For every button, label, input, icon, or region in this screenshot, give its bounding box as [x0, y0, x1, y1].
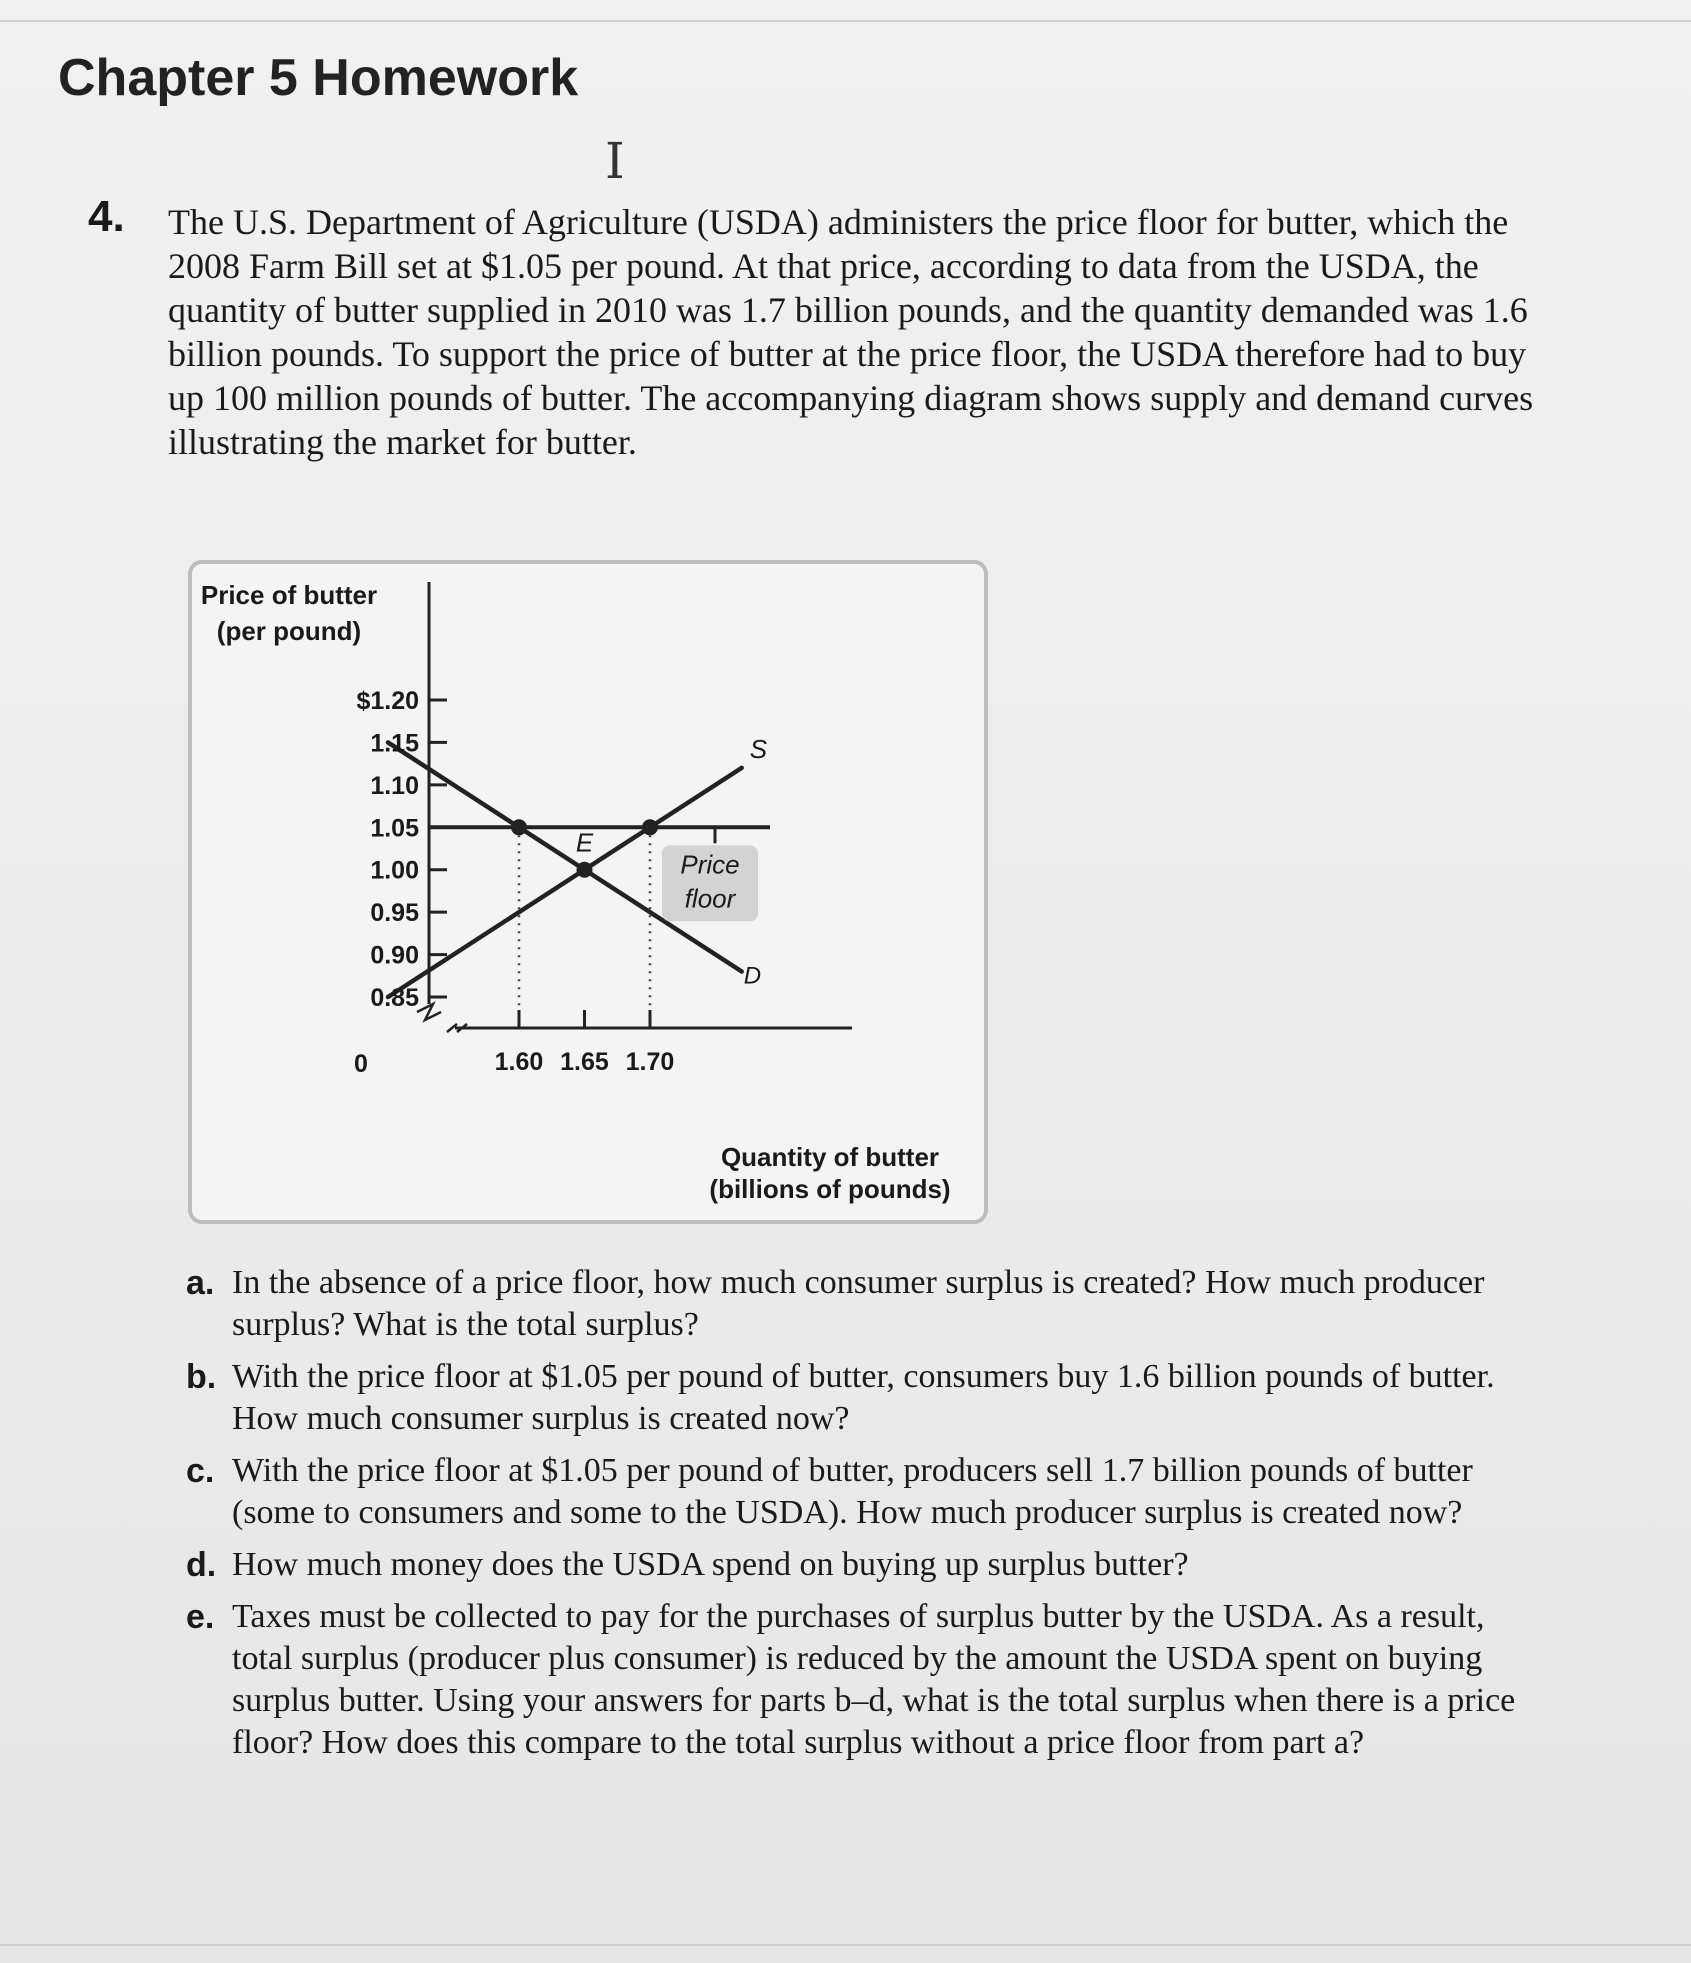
part-letter: d.	[186, 1546, 217, 1584]
y-tick-label: $1.20	[356, 687, 419, 715]
part-a	[186, 1262, 1526, 1346]
y-tick-label: 0.95	[370, 899, 419, 928]
equilibrium-label: E	[575, 827, 594, 858]
question-number: 4.	[88, 192, 125, 241]
x-axis-title-line1: Quantity of butter	[720, 1142, 940, 1172]
question-text: The U.S. Department of Agriculture (USDA) administers the price floor for butter, which the 2008 Farm Bill set at $1.05 per pound. At that price, according to data from the USDA, the quantity of butter supplied in 2010 was 1.7 billion pounds, and the quantity demanded was 1.6 billion pounds. To support the price of butter at the price floor, the USDA therefore had to buy up 100 million pounds of butter. The accompanying diagram shows supply and demand curves illustrating the market for butter.	[168, 202, 1534, 462]
price-floor-label-line2: floor	[684, 883, 736, 914]
y-tick-label: 0.90	[370, 941, 419, 970]
x-tick-label: 1.60	[494, 1048, 544, 1076]
intersection-point	[577, 862, 593, 878]
part-e	[186, 1596, 1526, 1764]
chart-figure	[188, 560, 988, 1224]
x-tick-label: 1.65	[560, 1048, 609, 1076]
part-letter: b.	[186, 1358, 217, 1396]
y-tick-label: 1.05	[370, 814, 419, 843]
page-title: Chapter 5 Homework	[58, 49, 579, 107]
y-tick-label: 0.85	[370, 984, 419, 1012]
price-floor-label-line1: Price	[680, 849, 740, 880]
part-text: In the absence of a price floor, how much consumer surplus is created? How much producer surplus? What is the total surplus?	[232, 1264, 1485, 1343]
y-tick-label: 1.10	[370, 771, 419, 800]
y-axis-break	[417, 1004, 441, 1020]
supply-label: S	[749, 733, 768, 764]
part-c	[186, 1450, 1526, 1534]
supply-demand-chart	[192, 564, 984, 1220]
part-text: With the price floor at $1.05 per pound of butter, producers sell 1.7 billion pounds of butter (some to consumers and some to the USDA). How much producer surplus is created now?	[232, 1452, 1473, 1531]
y-axis-title-line2: (per pound)	[216, 616, 362, 646]
footer-divider	[0, 1944, 1691, 1946]
x-axis-title-line2: (billions of pounds)	[709, 1174, 951, 1204]
demand-label: D	[743, 962, 762, 990]
part-d	[186, 1544, 1526, 1586]
y-tick-label: 1.00	[370, 856, 419, 885]
sub-questions	[186, 1262, 1526, 1774]
y-tick-label: 1.15	[370, 729, 419, 758]
part-text: Taxes must be collected to pay for the purchases of surplus butter by the USDA. As a result, total surplus (producer plus consumer) is reduced by the amount the USDA spent on buying surplus butter. Using your answers for parts b–d, what is the total surplus when there is a price floor? How does this compare to the total surplus without a price floor from part a?	[232, 1598, 1516, 1761]
origin-label: 0	[354, 1050, 368, 1078]
y-axis-title-line1: Price of butter	[200, 580, 378, 610]
intersection-point	[511, 819, 527, 835]
text-cursor-icon: I	[605, 132, 625, 190]
intersection-point	[642, 819, 658, 835]
x-tick-label: 1.70	[625, 1048, 675, 1076]
part-letter: e.	[186, 1598, 215, 1636]
part-text: With the price floor at $1.05 per pound of butter, consumers buy 1.6 billion pounds of butter. How much consumer surplus is created now?	[232, 1358, 1495, 1437]
part-letter: a.	[186, 1264, 215, 1302]
part-b	[186, 1356, 1526, 1440]
part-letter: c.	[186, 1452, 215, 1490]
header-divider	[0, 20, 1691, 22]
part-text: How much money does the USDA spend on buying up surplus butter?	[232, 1546, 1189, 1583]
